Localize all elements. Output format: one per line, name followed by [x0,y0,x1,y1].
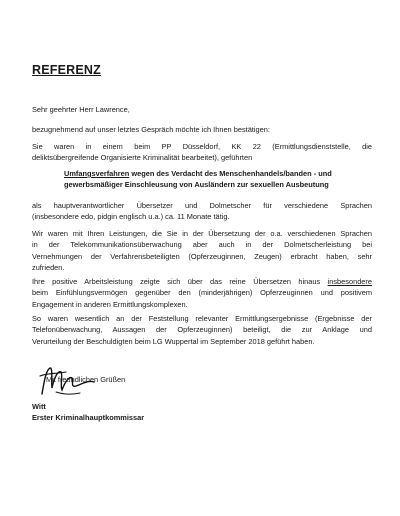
paragraph-line: Vernehmungen der Verfahrensbeteiligten (Opferzeuginnen, Zeugen) erbracht haben, sehr [32,251,372,261]
case-title-underlined: Umfangsverfahren [64,169,130,178]
paragraph-line: Sie waren in einem beim PP Düsseldorf, KK 22 (Ermittlungsdienststelle, die [32,142,372,151]
salutation [32,104,372,115]
letter-title: REFERENZ [32,63,101,77]
paragraph-line: Telefonüberwachung, Aussagen der Opferzeuginnen) beteiligt, die zur Anklage und [32,325,372,335]
paragraph-engagement [32,276,372,310]
paragraph-role [32,200,372,223]
paragraph-line: in der Telekommunikationsüberwachung aber auch in der Dolmetscherleistung bei [32,240,372,250]
intro-text: bezugnehmend auf unser letztes Gespräch möchte ich Ihnen bestätigen: [32,125,270,134]
closing: Mit freundlichen Grüßen [46,375,126,384]
paragraph-assignment [32,141,372,164]
paragraph-line: deliktsübergreifende Organisierte Kriminalität bearbeitet), geführten [32,153,253,163]
engagement-emphasis: insbesondere [327,277,372,286]
salutation-text: Sehr geehrter Herr Lawrence, [32,105,130,114]
paragraph-line: Wir waren mit Ihren Leistungen, die Sie in der Übersetzung der o.a. verschiedenen Sprachen [32,229,372,238]
case-title-line-2: gewerbsmäßiger Einschleusung von Ausländern zur sexuellen Ausbeutung [64,180,329,190]
paragraph-performance [32,228,372,273]
signer-name: Witt [32,402,46,411]
paragraph-line: zufrieden. [32,262,65,272]
case-title-rest: wegen des Verdacht des Menschenhandels/banden - und [129,169,332,178]
case-title-line-1 [64,168,374,179]
paragraph-results [32,313,372,347]
paragraph-line: Verurteilung der Beschuldigten beim LG Wuppertal im September 2018 geführt haben. [32,336,315,346]
paragraph-line: beim Einfühlungsvermögen gegenüber den (minderjährigen) Opferzeuginnen und positivem [32,288,372,298]
paragraph-line: (insbesondere edo, pidgin englisch u.a.) ca. 11 Monate tätig. [32,212,230,222]
paragraph-line: So waren wesentlich an der Feststellung relevanter Ermittlungsergebnisse (Ergebnisse der [32,314,372,323]
case-title [64,168,374,191]
signer-title: Erster Kriminalhauptkommissar [32,413,145,422]
paragraph-line: als hauptverantwortlicher Übersetzer und Dolmetscher für verschiedene Sprachen [32,201,372,210]
paragraph-line: Engagement in anderen Ermittlungskomplexen. [32,299,188,309]
paragraph-line-1 [32,276,372,287]
engagement-text: Ihre positive Arbeitsleistung zeigte sich über das reine Übersetzen hinaus [32,277,328,286]
intro-paragraph [32,124,372,135]
